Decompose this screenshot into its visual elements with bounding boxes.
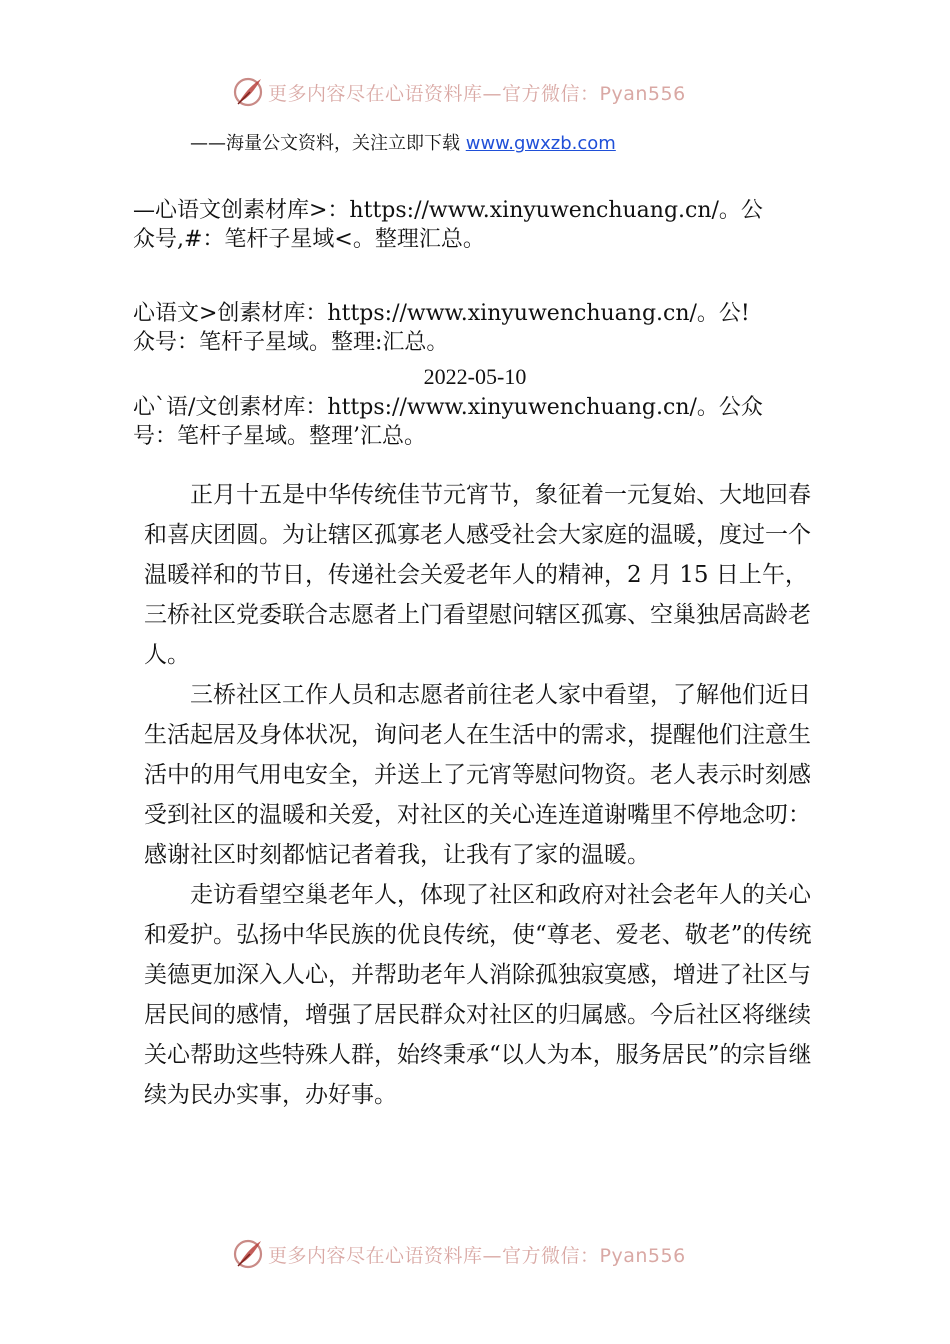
download-notice-text: ——海量公文资料，关注立即下载: [190, 133, 466, 154]
source-note-3: [133, 393, 833, 451]
source-note-1-line1: —心语文创素材库>：https://www.xinyuwenchuang.cn/。公: [133, 198, 763, 223]
paragraph-1: 正月十五是中华传统佳节元宵节，象征着一元复始、大地回春和喜庆团圆。为让辖区孤寡老人感受社会大家庭的温暖，度过一个温暖祥和的节日，传递社会关爱老年人的精神，2 月 15 日上午，三桥社区党委联合志愿者上门看望慰问辖区孤寡、空巢独居高龄老人。: [144, 482, 811, 668]
source-note-1-line2: 众号,#：笔杆子星域<。整理汇总。: [133, 227, 485, 252]
source-note-3-line2: 号：笔杆子星域。整理’汇总。: [133, 424, 426, 449]
source-note-3-line1: 心`语/文创素材库：https://www.xinyuwenchuang.cn/。公众: [133, 395, 763, 420]
feather-logo-icon: [230, 74, 266, 110]
header-banner: [230, 74, 750, 110]
document-date: 2022-05-10: [423, 364, 527, 389]
download-notice: [190, 129, 616, 155]
paragraph-3: 走访看望空巢老年人，体现了社区和政府对社会老年人的关心和爱护。弘扬中华民族的优良传统，使“尊老、爱老、敬老”的传统美德更加深入人心，并帮助老年人消除孤独寂寞感，增进了社区与居民间的感情，增强了居民群众对社区的归属感。今后社区将继续关心帮助这些特殊人群，始终秉承“以人为本，服务居民”的宗旨继续为民办实事，办好事。: [144, 882, 812, 1108]
source-note-2-line2: 众号：笔杆子星域。整理:汇总。: [133, 330, 449, 355]
feather-logo-icon: [230, 1236, 266, 1272]
source-note-2: [133, 299, 833, 357]
footer-banner: [230, 1236, 750, 1272]
article-body: [144, 475, 824, 1115]
footer-banner-text: 更多内容尽在心语资料库—官方微信：Pyan556: [268, 1244, 686, 1267]
paragraph-2: 三桥社区工作人员和志愿者前往老人家中看望，了解他们近日生活起居及身体状况，询问老人在生活中的需求，提醒他们注意生活中的用气用电安全，并送上了元宵等慰问物资。老人表示时刻感受到社区的温暖和关爱，对社区的关心连连道谢嘴里不停地念叨：感谢社区时刻都惦记者着我，让我有了家的温暖。: [144, 682, 811, 868]
download-link[interactable]: www.gwxzb.com: [465, 133, 616, 154]
source-note-1: [133, 196, 833, 254]
source-note-2-line1: 心语文>创素材库：https://www.xinyuwenchuang.cn/。公!: [133, 301, 750, 326]
header-banner-text: 更多内容尽在心语资料库—官方微信：Pyan556: [268, 82, 686, 105]
